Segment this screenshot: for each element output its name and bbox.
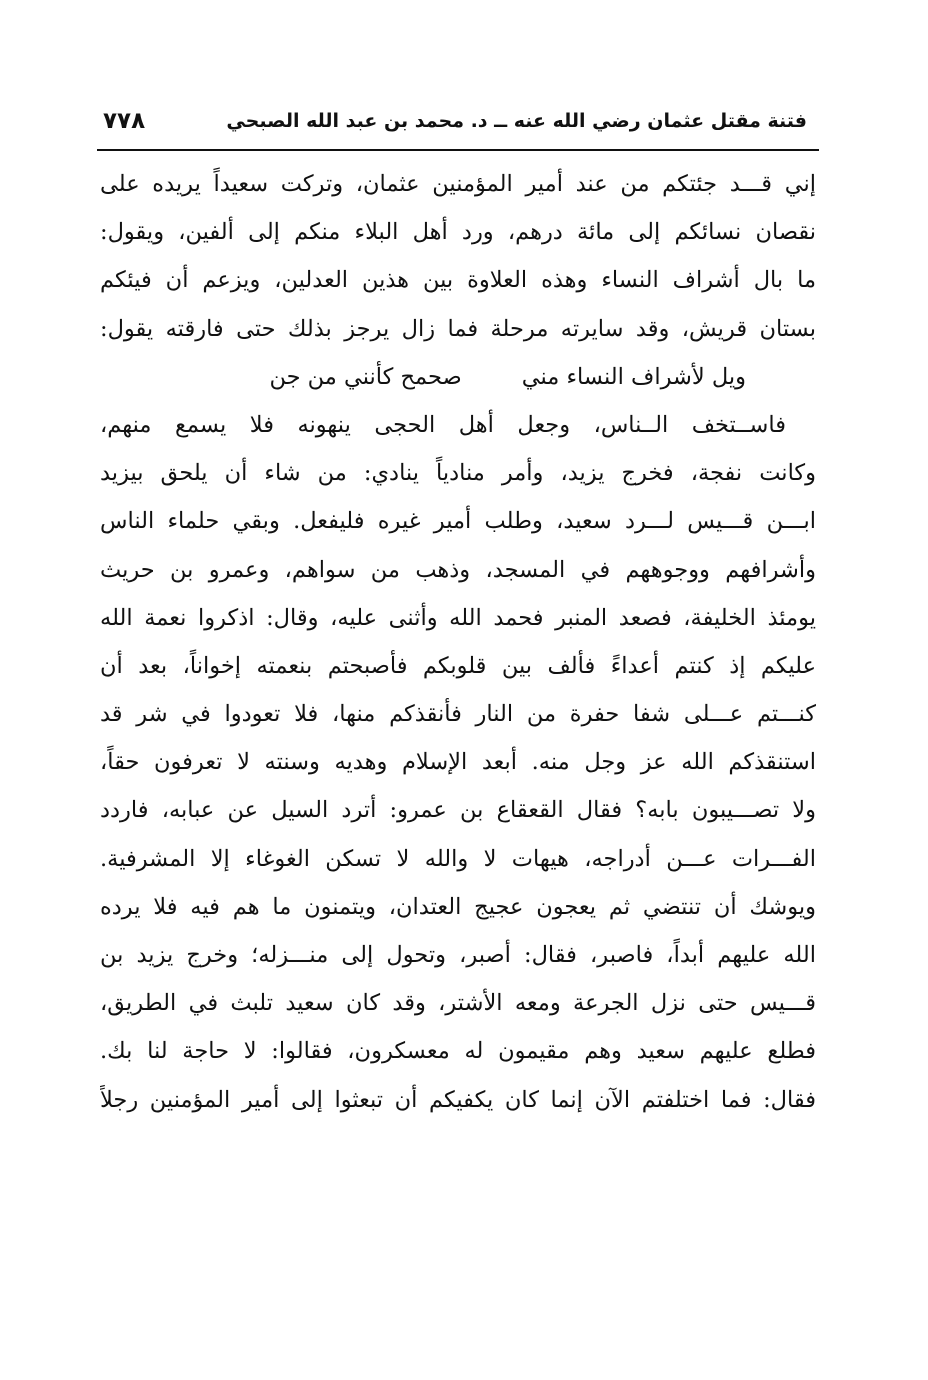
text-line: الفـــرات عـــن أدراجه، هيهات لا والله لا تسكن الغوغاء إلا المشرفية. [100,845,816,872]
text-line: قـــيس حتى نزل الجرعة ومعه الأشتر، وقد كان سعيد تلبث في الطريق، [100,990,816,1017]
verse-second-hemistich: صحمح كأنني من جن [269,363,462,390]
text-line: وأشرافهم ووجوههم في المسجد، وذهب من سواهم، وعمرو بن حريث [100,556,816,583]
text-line: فطلع عليهم سعيد وهم مقيمون له معسكرون، فقالوا: لا حاجة لنا بك. [100,1038,816,1065]
page-header [97,106,819,146]
text-line: ولا تصـــيبون بابه؟ فقال القعقاع بن عمرو: أترد السيل عن عبابه، فاردد [100,797,816,824]
text-line: استنقذكم الله عز وجل منه. أبعد الإسلام وهديه وسنته لا تعرفون حقاً، [100,749,816,776]
text-line: كنـــتم عـــلى شفا حفرة من النار فأنقذكم منها، فلا تعودوا في شر قد [100,701,816,728]
text-line: إني قـــد جئتكم من عند أمير المؤمنين عثمان، وتركت سعيداً يريده على [100,171,816,197]
header-divider [97,149,819,151]
page-number: ٧٧٨ [103,108,146,134]
text-line: فقال: فما اختلفتم الآن إنما كان يكفيكم أن تبعثوا إلى أمير المؤمنين رجلاً [100,1086,816,1113]
text-line: فاســتخف الــناس، وجعل أهل الحجى ينهونه فلا يسمع منهم، [100,411,786,438]
text-line: بستان قريش، وقد سايرته مرحلة فما زال يرجز بذلك حتى فارقته يقول: [100,315,816,342]
text-line: الله عليهم أبداً، فاصبر، فقال: أصبر، وتحول إلى منـــزله؛ وخرج يزيد بن [100,942,816,968]
text-line: يومئذ الخليفة، فصعد المنبر فحمد الله وأثنى عليه، وقال: اذكروا نعمة الله [100,604,816,631]
text-line: ويوشك أن تنتضي ثم يعجون عجيج العتدان، ويتمنون ما هم فيه فلا يرده [100,893,816,920]
text-line: ما بال أشراف النساء وهذه العلاوة بين هذين العدلين، ويزعم أن فيئكم [100,267,816,294]
text-line: ابـــن قـــيس لـــرد سعيد، وطلب أمير غيره فليفعل. وبقي حلماء الناس [100,508,816,535]
running-title: فتنة مقتل عثمان رضي الله عنه ــ د. محمد بن عبد الله الصبحي [226,110,807,132]
text-line: نقصان نسائكم إلى مائة درهم، ورد أهل البلاء منكم إلى ألفين، ويقول: [100,219,816,246]
text-line: عليكم إذ كنتم أعداءً فألف بين قلوبكم فأصبحتم بنعمته إخواناً، بعد أن [100,652,816,679]
main-text [100,160,816,1124]
poem-verse [100,353,816,401]
verse-first-hemistich: ويل لأشراف النساء مني [521,363,746,390]
text-line: وكانت نفجة، فخرج يزيد، وأمر منادياً ينادي: من شاء أن يلحق بيزيد [100,460,816,487]
